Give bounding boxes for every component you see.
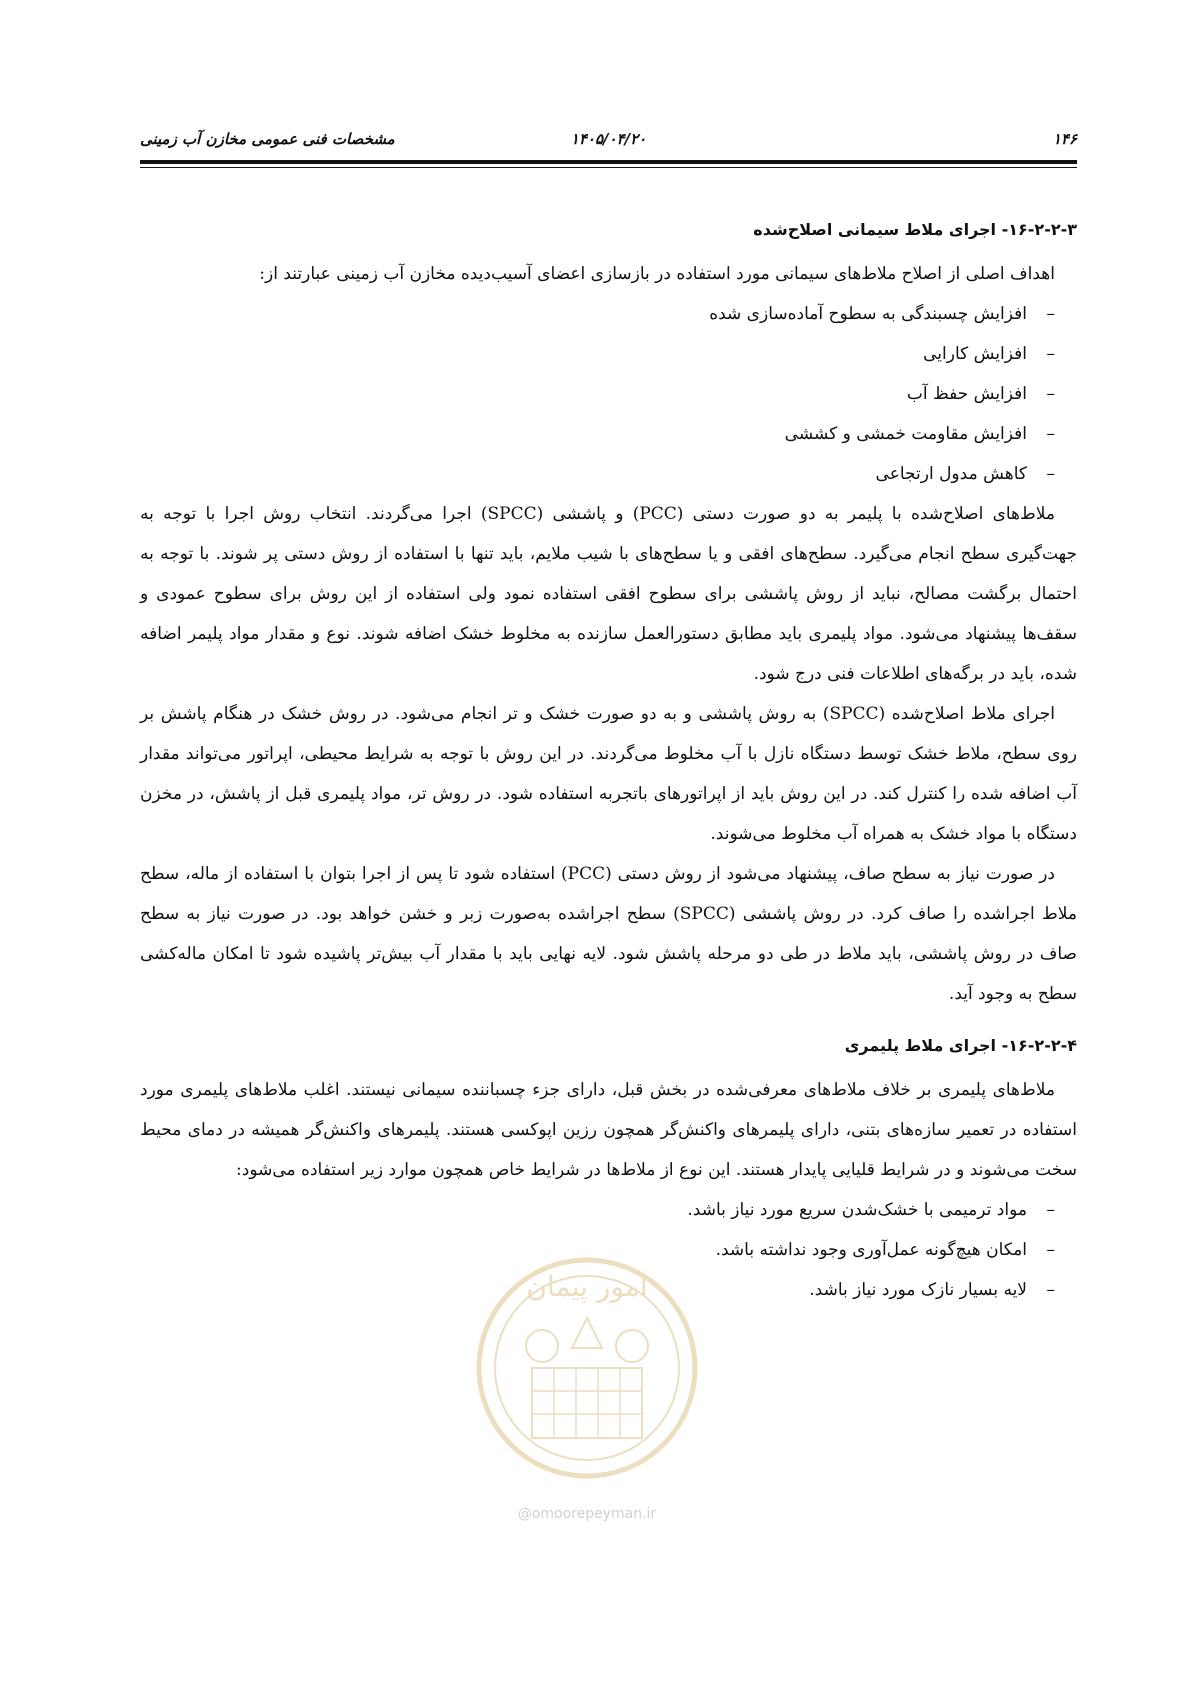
- list-item: –افزایش حفظ آب: [140, 374, 1055, 414]
- header-rule-thick: [140, 160, 1077, 164]
- list-item: –کاهش مدول ارتجاعی: [140, 454, 1055, 494]
- section1-intro: اهداف اصلی از اصلاح ملاط‌های سیمانی مورد استفاده در بازسازی اعضای آسیب‌دیده مخازن آب زمینی عبارتند از:: [259, 264, 1055, 284]
- list-item: –افزایش چسبندگی به سطوح آماده‌سازی شده: [140, 294, 1055, 334]
- page-number: ۱۴۶: [1052, 130, 1077, 148]
- dash-glyph: –: [1046, 344, 1055, 364]
- list-item: –مواد ترمیمی با خشک‌شدن سریع مورد نیاز باشد.: [140, 1190, 1055, 1230]
- section2-bullet-list: [140, 1190, 1077, 1310]
- page-header: [140, 124, 1077, 154]
- section2-paragraph-1: ملاط‌های پلیمری بر خلاف ملاط‌های معرفی‌شده در بخش قبل، دارای جزء چسباننده سیمانی نیستند. اغلب ملاط‌های پلیمری مورد استفاده در تعمیر سازه‌های بتنی، دارای پلیمرهای واکنش‌گر همچون رزین اپوکسی هستند. پلیمرهای واکنش‌گر همیشه در دمای محیط سخت می‌شوند و در شرایط قلیایی پایدار هستند. این نوع از ملاط‌ها در شرایط خاص همچون موارد زیر استفاده می‌شود:: [140, 1080, 1077, 1180]
- section-heading-1: ۱۶-۲-۲-۳- اجرای ملاط سیمانی اصلاح‌شده: [753, 220, 1077, 239]
- dash-glyph: –: [1046, 1280, 1055, 1300]
- dash-glyph: –: [1046, 384, 1055, 404]
- section-gap: [140, 1014, 1077, 1028]
- header-rule-thin: [140, 167, 1077, 168]
- dash-glyph: –: [1046, 1240, 1055, 1260]
- dash-glyph: –: [1046, 464, 1055, 484]
- section1-bullet-list: [140, 294, 1077, 494]
- section1-paragraph-2: اجرای ملاط اصلاح‌شده (SPCC) به روش پاششی و به دو صورت خشک و تر انجام می‌شود. در روش خشک در هنگام پاشش بر روی سطح، ملاط خشک توسط دستگاه نازل با آب مخلوط می‌گردند. در این روش با توجه به شرایط محیطی، اپراتور می‌تواند مقدار آب اضافه شده را کنترل کند. در این روش باید از اپراتورهای باتجربه استفاده شود. در روش تر، مواد پلیمری قبل از پاشش، در مخزن دستگاه با مواد خشک به همراه آب مخلوط می‌شوند.: [140, 704, 1077, 844]
- watermark-logo-text: امور پیمان: [526, 1270, 648, 1303]
- list-item: –افزایش کارایی: [140, 334, 1055, 374]
- list-item: –افزایش مقاومت خمشی و کششی: [140, 414, 1055, 454]
- dash-glyph: –: [1046, 1200, 1055, 1220]
- page-content: [140, 212, 1077, 1310]
- list-item: –لایه بسیار نازک مورد نیاز باشد.: [140, 1270, 1055, 1310]
- watermark-url: @omoorepeyman.ir: [517, 1506, 657, 1522]
- dash-glyph: –: [1046, 304, 1055, 324]
- section1-paragraph-3: در صورت نیاز به سطح صاف، پیشنهاد می‌شود از روش دستی (PCC) استفاده شود تا پس از اجرا بتوان با استفاده از ماله، سطح ملاط اجراشده را صاف کرد. در روش پاششی (SPCC) سطح اجراشده به‌صورت زبر و خشن خواهد بود. در صورت نیاز به سطح صاف در روش پاششی، باید ملاط در طی دو مرحله پاشش شود. لایه نهایی باید با مقدار آب بیش‌تر پاشیده شود تا امکان ماله‌کشی سطح به وجود آید.: [140, 864, 1077, 1004]
- header-date: ۱۴۰۵/۰۴/۲۰: [570, 130, 647, 148]
- document-title: مشخصات فنی عمومی مخازن آب زمینی: [140, 130, 395, 148]
- list-item: –امکان هیچ‌گونه عمل‌آوری وجود نداشته باشد.: [140, 1230, 1055, 1270]
- section1-paragraph-1: ملاط‌های اصلاح‌شده با پلیمر به دو صورت دستی (PCC) و پاششی (SPCC) اجرا می‌گردند. انتخاب روش اجرا با توجه به جهت‌گیری سطح انجام می‌گیرد. سطح‌های افقی و یا سطح‌های با شیب ملایم، باید تنها با استفاده از روش دستی پر شوند. با توجه به احتمال برگشت مصالح، نباید از روش پاششی برای سطوح افقی استفاده نمود ولی استفاده از این روش برای سطوح عمودی و سقف‌ها پیشنهاد می‌شود. مواد پلیمری باید مطابق دستورالعمل سازنده به مخلوط خشک اضافه شوند. نوع و مقدار مواد پلیمر اضافه شده، باید در برگه‌های اطلاعات فنی درج شود.: [140, 504, 1078, 684]
- dash-glyph: –: [1046, 424, 1055, 444]
- section-heading-2: ۱۶-۲-۲-۴- اجرای ملاط پلیمری: [844, 1036, 1077, 1055]
